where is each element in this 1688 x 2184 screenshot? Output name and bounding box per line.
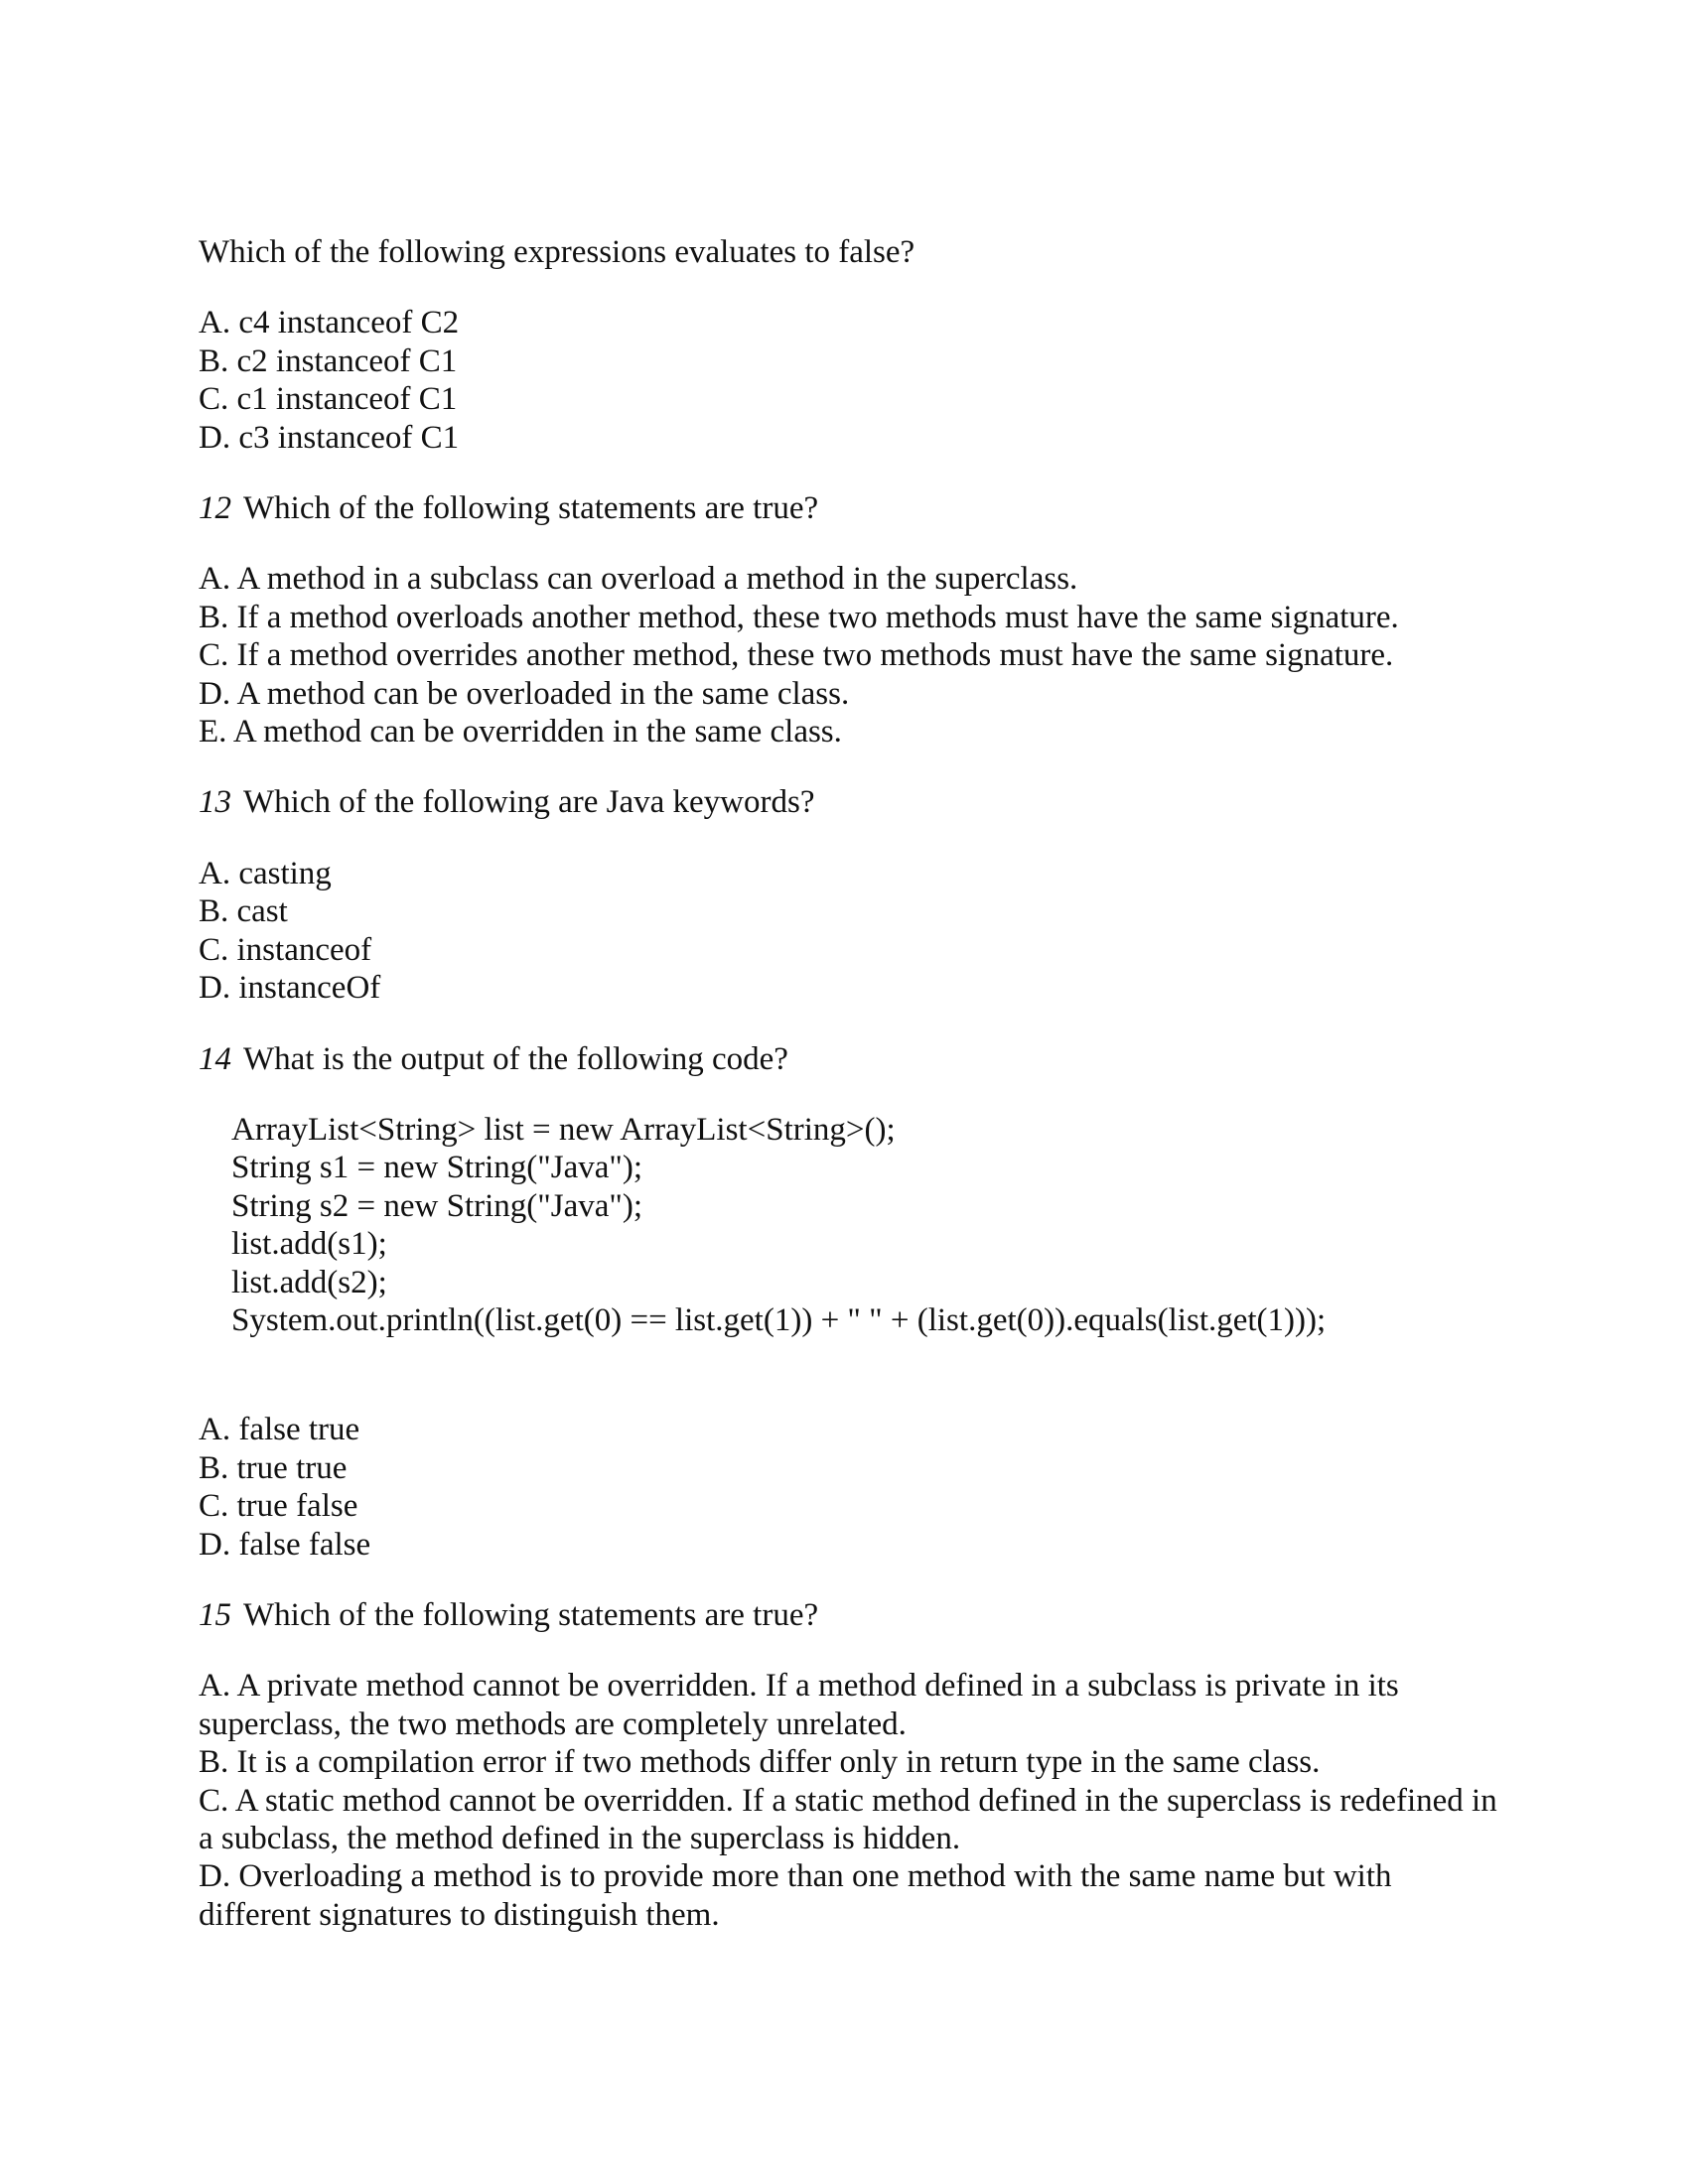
- question-header: [199, 783, 1509, 821]
- question-stem: Which of the following expressions evaluates to false?: [199, 234, 915, 270]
- option-a: A. A method in a subclass can overload a method in the superclass.: [199, 561, 1078, 598]
- answer-options: [199, 1411, 1509, 1564]
- question-number: 14: [199, 1040, 231, 1077]
- question-stem: Which of the following statements are true?: [243, 1596, 819, 1633]
- option-a: A. A private method cannot be overridden. If a method defined in a subclass is private in its superclass, the two methods are completely unrelated.: [199, 1668, 1399, 1742]
- question-14: [199, 1040, 1509, 1564]
- document-page: [199, 233, 1509, 1934]
- option-d: D. c3 instanceof C1: [199, 419, 460, 456]
- code-line: String s2 = new String("Java");: [231, 1187, 643, 1224]
- answer-options: [199, 304, 1509, 457]
- option-c: C. A static method cannot be overridden. If a static method defined in the superclass is redefined in a subclass, the method defined in the superclass is hidden.: [199, 1782, 1497, 1856]
- option-d: D. Overloading a method is to provide more than one method with the same name but with different signatures to distinguish them.: [199, 1858, 1392, 1933]
- answer-options: [199, 855, 1509, 1008]
- option-b: B. It is a compilation error if two methods differ only in return type in the same class.: [199, 1744, 1321, 1781]
- option-a: A. false true: [199, 1412, 360, 1448]
- option-a: A. c4 instanceof C2: [199, 305, 460, 341]
- question-stem: What is the output of the following code?: [243, 1040, 788, 1077]
- option-d: D. A method can be overloaded in the same class.: [199, 675, 850, 712]
- question-header: [199, 489, 1509, 527]
- option-d: D. instanceOf: [199, 970, 381, 1007]
- question-header: [199, 1596, 1509, 1634]
- code-line: String s1 = new String("Java");: [231, 1150, 643, 1186]
- question-number: 13: [199, 784, 231, 821]
- question-15: [199, 1596, 1509, 1934]
- option-c: C. c1 instanceof C1: [199, 381, 458, 418]
- question-stem: Which of the following are Java keywords?: [243, 784, 815, 821]
- option-b: B. If a method overloads another method, these two methods must have the same signature.: [199, 599, 1399, 635]
- option-c: C. true false: [199, 1488, 358, 1525]
- option-d: D. false false: [199, 1526, 371, 1563]
- option-a: A. casting: [199, 855, 332, 891]
- option-b: B. c2 instanceof C1: [199, 342, 458, 379]
- option-b: B. cast: [199, 893, 288, 930]
- option-c: C. instanceof: [199, 931, 372, 968]
- code-line: list.add(s1);: [231, 1226, 387, 1263]
- question-12: [199, 489, 1509, 751]
- answer-options: [199, 1667, 1509, 1934]
- code-line: list.add(s2);: [231, 1264, 387, 1300]
- code-line: ArrayList<String> list = new ArrayList<String>();: [231, 1111, 896, 1148]
- question-number: 12: [199, 490, 231, 527]
- question-header: [199, 1040, 1509, 1078]
- question-stem: Which of the following statements are true?: [243, 490, 819, 527]
- option-c: C. If a method overrides another method, these two methods must have the same signature.: [199, 637, 1394, 674]
- question-13: [199, 783, 1509, 1007]
- code-line: System.out.println((list.get(0) == list.get(1)) + " " + (list.get(0)).equals(list.get(1)));: [231, 1301, 1327, 1338]
- code-snippet: [231, 1111, 1509, 1339]
- question-number: 15: [199, 1596, 231, 1633]
- option-e: E. A method can be overridden in the same class.: [199, 714, 842, 751]
- option-b: B. true true: [199, 1449, 348, 1486]
- question-11: [199, 233, 1509, 457]
- answer-options: [199, 560, 1509, 751]
